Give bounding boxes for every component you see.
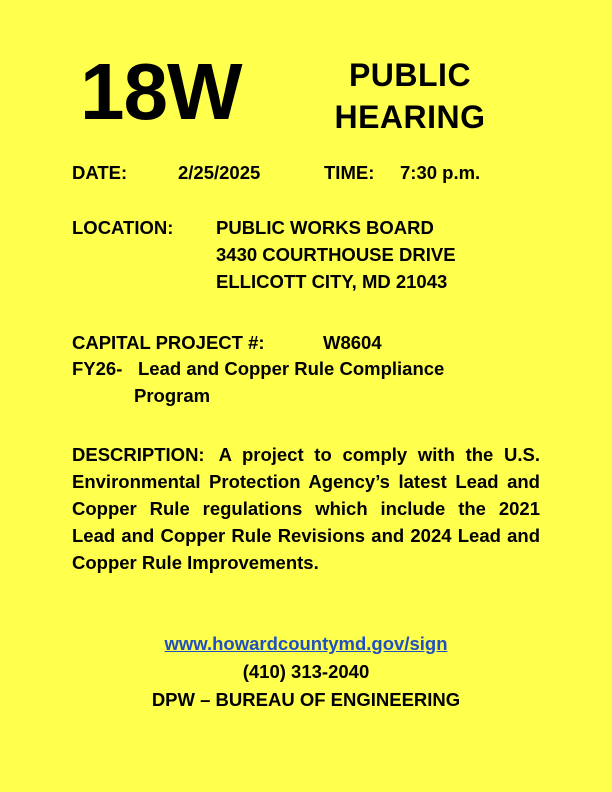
location-line-2: 3430 COURTHOUSE DRIVE	[216, 244, 456, 265]
date-value: 2/25/2025	[178, 162, 261, 183]
sign-number: 18W	[80, 47, 242, 136]
title-line-public: PUBLIC	[348, 57, 472, 93]
department-name: DPW – BUREAU OF ENGINEERING	[151, 689, 461, 710]
time-value: 7:30 p.m.	[400, 162, 481, 183]
date-label: DATE:	[72, 162, 128, 183]
title-line-hearing: HEARING	[334, 99, 486, 135]
description-block	[72, 441, 540, 576]
location-label: LOCATION:	[72, 217, 174, 238]
project-title-line-1: Lead and Copper Rule Compliance	[138, 358, 445, 379]
notice-title	[300, 54, 520, 138]
fiscal-year-label: FY26-	[72, 358, 123, 379]
phone-number: (410) 313-2040	[242, 661, 370, 682]
project-title-line-2: Program	[134, 385, 211, 406]
description-label: DESCRIPTION:	[72, 444, 205, 465]
location-line-3: ELLICOTT CITY, MD 21043	[216, 271, 448, 292]
capital-project-label: CAPITAL PROJECT #:	[72, 332, 265, 353]
description-text: A project to comply with the U.S. Environmental Protection Agency’s latest Lead and Copper Rule regulations which include the 2021 Lead and Copper Rule Revisions and 2024 Lead and Copper Rule Improvements.	[72, 444, 540, 573]
capital-project-number: W8604	[323, 332, 382, 353]
time-label: TIME:	[324, 162, 375, 183]
website-link[interactable]: www.howardcountymd.gov/sign	[164, 633, 448, 654]
location-line-1: PUBLIC WORKS BOARD	[216, 217, 434, 238]
